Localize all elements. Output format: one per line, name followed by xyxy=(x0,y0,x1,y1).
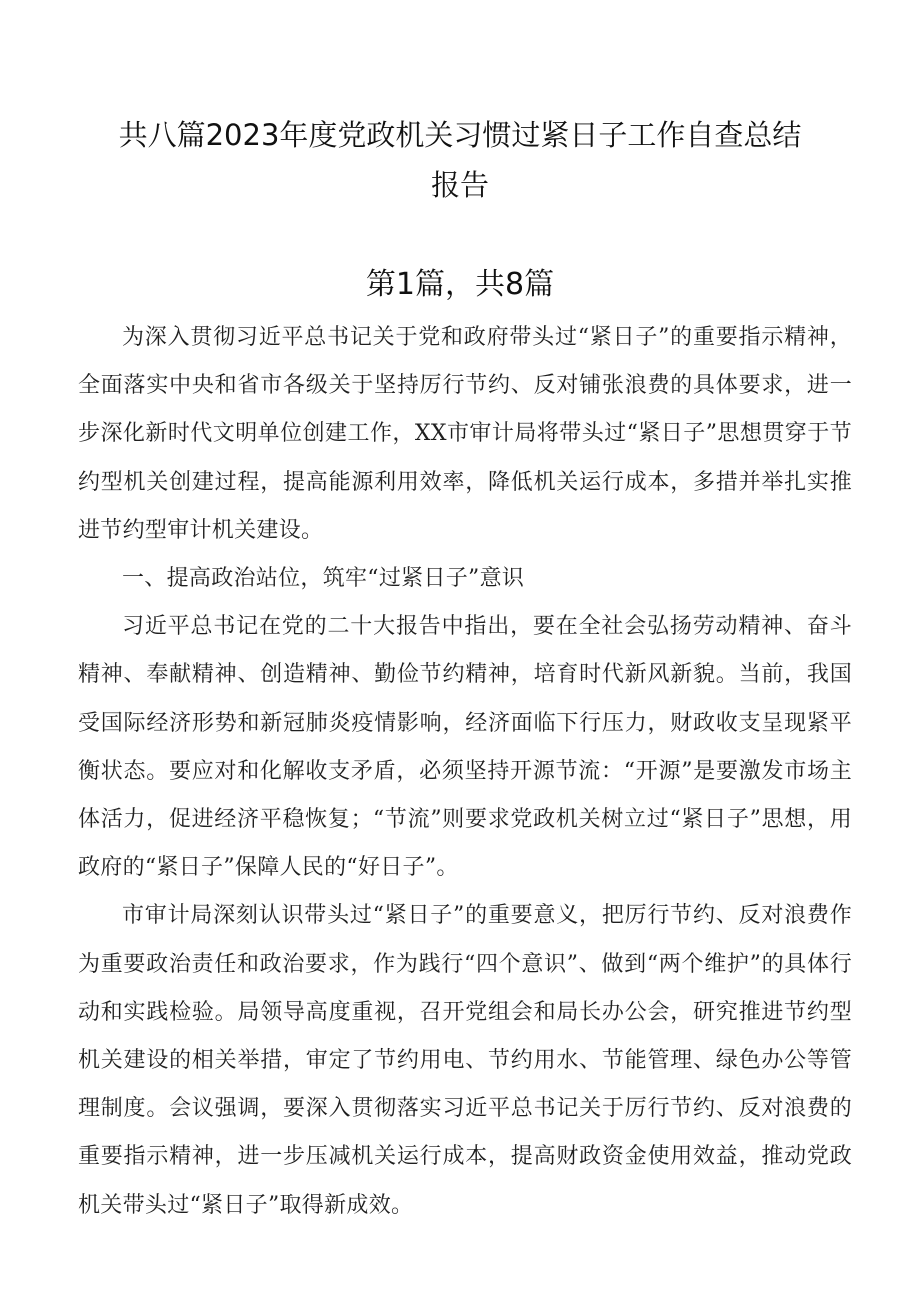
paragraph: 市审计局深刻认识带头过“紧日子”的重要意义，把厉行节约、反对浪费作为重要政治责任和政治要求，作为践行“四个意识”、做到“两个维护”的具体行动和实践检验。局领导高度重视，召开党组会和局长办公会，研究推进节约型机关建设的相关举措，审定了节约用电、节约用水、节能管理、绿色办公等管理制度。会议强调，要深入贯彻落实习近平总书记关于厉行节约、反对浪费的重要指示精神，进一步压减机关运行成本，提高财政资金使用效益，推动党政机关带头过“紧日子”取得新成效。 xyxy=(78,903,852,1218)
document-body xyxy=(78,314,852,1230)
section-heading: 第1篇，共8篇 xyxy=(365,267,555,302)
document-title: 共八篇2023年度党政机关习惯过紧日子工作自查总结报告 xyxy=(118,118,802,202)
subsection-heading: 一、提高政治站位，筑牢“过紧日子”意识 xyxy=(122,566,525,592)
paragraph: 习近平总书记在党的二十大报告中指出，要在全社会弘扬劳动精神、奋斗精神、奉献精神、创造精神、勤俭节约精神，培育时代新风新貌。当前，我国受国际经济形势和新冠肺炎疫情影响，经济面临下行压力，财政收支呈现紧平衡状态。要应对和化解收支矛盾，必须坚持开源节流：“开源”是要激发市场主体活力，促进经济平稳恢复；“节流”则要求党政机关树立过“紧日子”思想，用政府的“紧日子”保障人民的“好日子”。 xyxy=(78,614,852,881)
paragraph: 为深入贯彻习近平总书记关于党和政府带头过“紧日子”的重要指示精神，全面落实中央和省市各级关于坚持厉行节约、反对铺张浪费的具体要求，进一步深化新时代文明单位创建工作，XX市审计局将带头过“紧日子”思想贯穿于节约型机关创建过程，提高能源利用效率，降低机关运行成本，多措并举扎实推进节约型审计机关建设。 xyxy=(78,325,852,543)
